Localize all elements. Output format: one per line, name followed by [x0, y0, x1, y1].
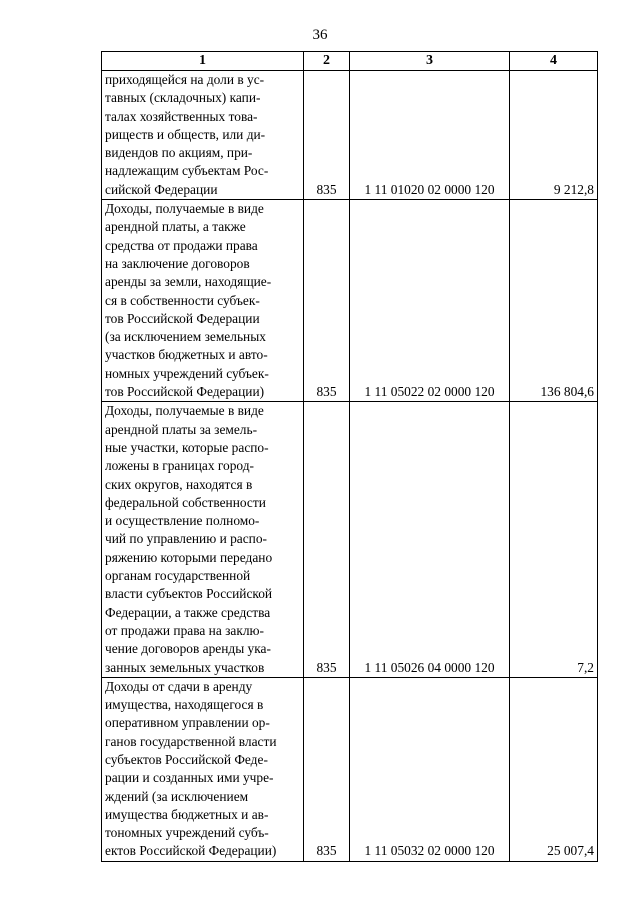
table-row: [102, 200, 598, 402]
budget-classification-code: 1 11 05022 02 0000 120: [350, 200, 510, 402]
description-line: тавных (складочных) капи-: [105, 90, 261, 106]
description-line: и осуществление полномо-: [105, 513, 260, 529]
description-line: имущества, находящегося в: [105, 697, 264, 713]
description-line: занных земельных участков: [105, 659, 265, 675]
description-line: Доходы от сдачи в аренду: [105, 678, 253, 694]
budget-classification-code: 1 11 05026 04 0000 120: [350, 402, 510, 677]
description-line: тов Российской Федерации): [105, 384, 265, 400]
description-line: чий по управлению и распо-: [105, 531, 267, 547]
description-line: арендной платы за земель-: [105, 421, 258, 437]
description-line: ные участки, которые распо-: [105, 439, 269, 455]
header-row: [102, 52, 598, 71]
table-row: [102, 677, 598, 861]
description-line: (за исключением земельных: [105, 329, 266, 345]
column-header-3: 3: [350, 52, 510, 71]
column-header-2: 2: [304, 52, 350, 71]
description-line: номных учреждений субъек-: [105, 365, 269, 381]
description-line: субъектов Российской Феде-: [105, 751, 268, 767]
amount: 9 212,8: [510, 71, 598, 200]
description-line: сийской Федерации: [105, 181, 218, 197]
description-line: Федерации, а также средства: [105, 604, 271, 620]
amount: 7,2: [510, 402, 598, 677]
column-header-4: 4: [510, 52, 598, 71]
description-line: власти субъектов Российской: [105, 586, 273, 602]
description-line: ложены в границах город-: [105, 458, 254, 474]
description-line: тов Российской Федерации: [105, 310, 260, 326]
amount: 25 007,4: [510, 677, 598, 861]
description-line: аренды за земли, находящие-: [105, 274, 272, 290]
description-line: на заключение договоров: [105, 255, 250, 271]
description-line: имущества бюджетных и ав-: [105, 806, 269, 822]
description-line: тономных учреждений субъ-: [105, 825, 269, 841]
description-line: надлежащим субъектам Рос-: [105, 163, 269, 179]
description-line: риществ и обществ, или ди-: [105, 126, 266, 142]
income-description: [102, 71, 304, 200]
description-line: от продажи права на заклю-: [105, 622, 264, 638]
description-line: федеральной собственности: [105, 494, 266, 510]
description-line: Доходы, получаемые в виде: [105, 403, 264, 419]
income-description: [102, 677, 304, 861]
revenue-table: [101, 51, 598, 862]
amount: 136 804,6: [510, 200, 598, 402]
income-description: [102, 200, 304, 402]
page-number: 36: [312, 27, 328, 43]
table-row: [102, 71, 598, 200]
description-line: участков бюджетных и авто-: [105, 347, 268, 363]
description-line: органам государственной: [105, 568, 251, 584]
budget-classification-code: 1 11 01020 02 0000 120: [350, 71, 510, 200]
description-line: ряжению которыми передано: [105, 549, 273, 565]
description-line: арендной платы, а также: [105, 219, 246, 235]
table-header: [102, 52, 598, 71]
description-line: ектов Российской Федерации): [105, 843, 277, 859]
description-line: средства от продажи права: [105, 237, 258, 253]
description-line: рации и созданных ими учре-: [105, 770, 274, 786]
column-header-1: 1: [102, 52, 304, 71]
description-line: оперативном управлении ор-: [105, 715, 270, 731]
description-line: ждений (за исключением: [105, 788, 249, 804]
income-description: [102, 402, 304, 677]
table-body: [102, 71, 598, 862]
description-line: чение договоров аренды ука-: [105, 641, 271, 657]
budget-classification-code: 1 11 05032 02 0000 120: [350, 677, 510, 861]
administrator-code: 835: [304, 402, 350, 677]
administrator-code: 835: [304, 200, 350, 402]
administrator-code: 835: [304, 71, 350, 200]
description-line: ганов государственной власти: [105, 733, 277, 749]
description-line: ских округов, находятся в: [105, 476, 253, 492]
description-line: Доходы, получаемые в виде: [105, 201, 264, 217]
description-line: приходящейся на доли в ус-: [105, 72, 265, 87]
table-row: [102, 402, 598, 677]
description-line: талах хозяйственных това-: [105, 108, 258, 124]
administrator-code: 835: [304, 677, 350, 861]
description-line: ся в собственности субъек-: [105, 292, 260, 308]
description-line: видендов по акциям, при-: [105, 145, 253, 161]
